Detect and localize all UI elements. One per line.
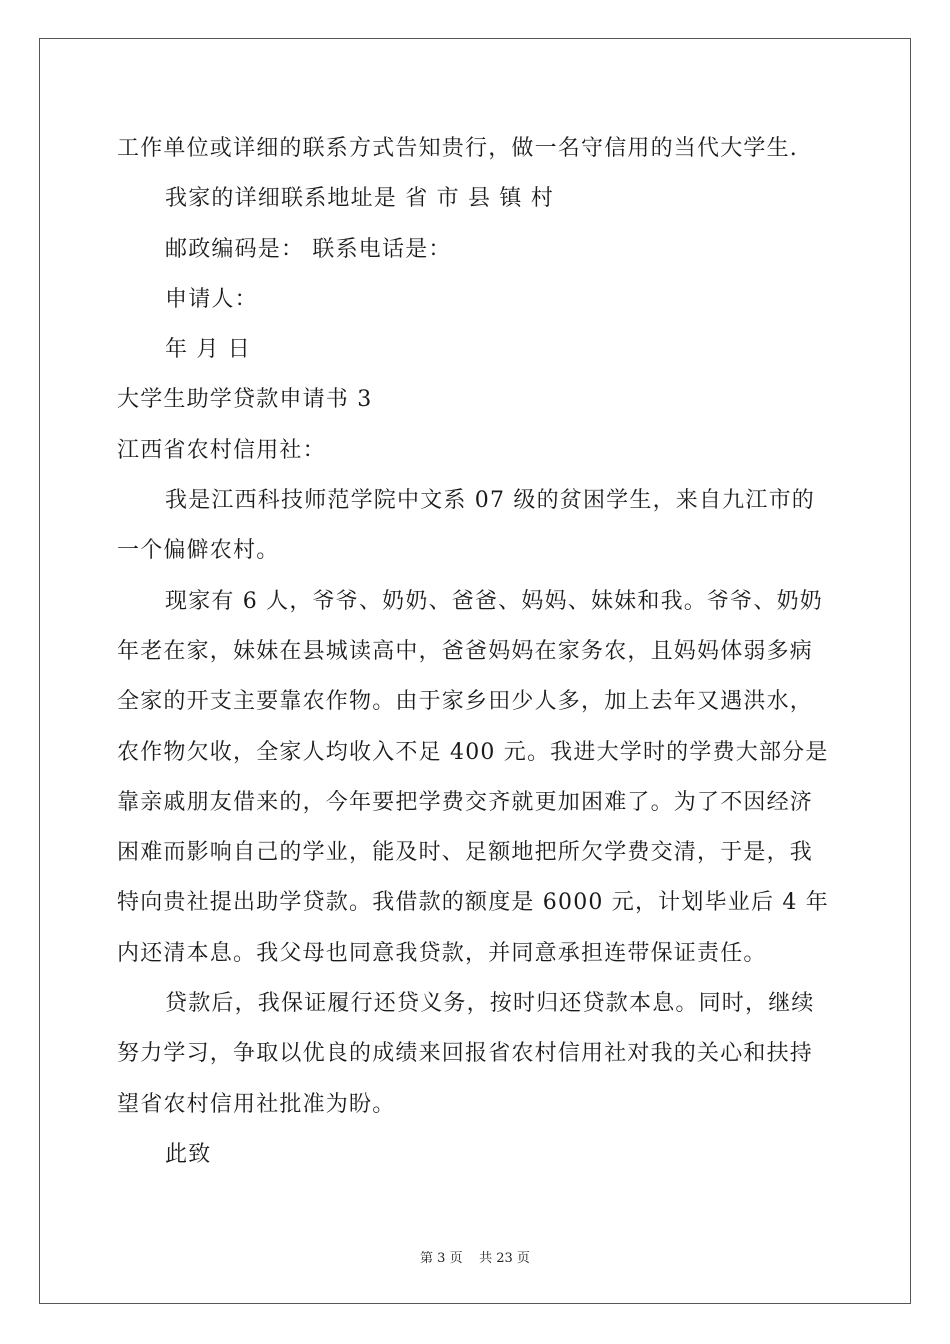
text-line: 望省农村信用社批准为盼。 xyxy=(117,1091,396,1117)
text-line: 年 月 日 xyxy=(165,337,251,363)
text-line: 现家有 6 人，爷爷、奶奶、爸爸、妈妈、妹妹和我。爷爷、奶奶 xyxy=(165,588,823,614)
text-line: 困难而影响自己的学业，能及时、足额地把所欠学费交清，于是，我 xyxy=(117,840,814,866)
text-line: 农作物欠收，全家人均收入不足 400 元。我进大学时的学费大部分是 xyxy=(117,739,829,765)
text-line: 我是江西科技师范学院中文系 07 级的贫困学生，来自九江市的 xyxy=(165,488,815,514)
text-line: 江西省农村信用社： xyxy=(117,437,326,463)
text-line: 此致 xyxy=(165,1141,212,1167)
text-line: 努力学习，争取以优良的成绩来回报省农村信用社对我的关心和扶持 xyxy=(117,1041,814,1067)
text-line: 内还清本息。我父母也同意我贷款，并同意承担连带保证责任。 xyxy=(117,940,767,966)
text-line: 一个偏僻农村。 xyxy=(117,538,280,564)
text-line: 靠亲戚朋友借来的，今年要把学费交齐就更加困难了。为了不因经济 xyxy=(117,789,814,815)
text-line: 年老在家，妹妹在县城读高中，爸爸妈妈在家务农，且妈妈体弱多病 xyxy=(117,638,814,664)
text-line: 工作单位或详细的联系方式告知贵行，做一名守信用的当代大学生. xyxy=(117,136,798,161)
text-line: 贷款后，我保证履行还贷义务，按时归还贷款本息。同时，继续 xyxy=(165,991,815,1017)
page-footer xyxy=(0,1247,950,1266)
page-number: 第 3 页 xyxy=(420,1251,463,1266)
text-line: 大学生助学贷款申请书 3 xyxy=(117,387,373,413)
text-line: 全家的开支主要靠农作物。由于家乡田少人多，加上去年又遇洪水， xyxy=(117,689,814,715)
text-line: 特向贵社提出助学贷款。我借款的额度是 6000 元，计划毕业后 4 年 xyxy=(117,890,829,916)
document-body xyxy=(117,124,833,1180)
text-line: 邮政编码是： 联系电话是： xyxy=(165,236,452,262)
page-total: 共 23 页 xyxy=(479,1251,530,1266)
text-line: 申请人： xyxy=(165,286,258,312)
text-line: 我家的详细联系地址是 省 市 县 镇 村 xyxy=(165,186,554,212)
